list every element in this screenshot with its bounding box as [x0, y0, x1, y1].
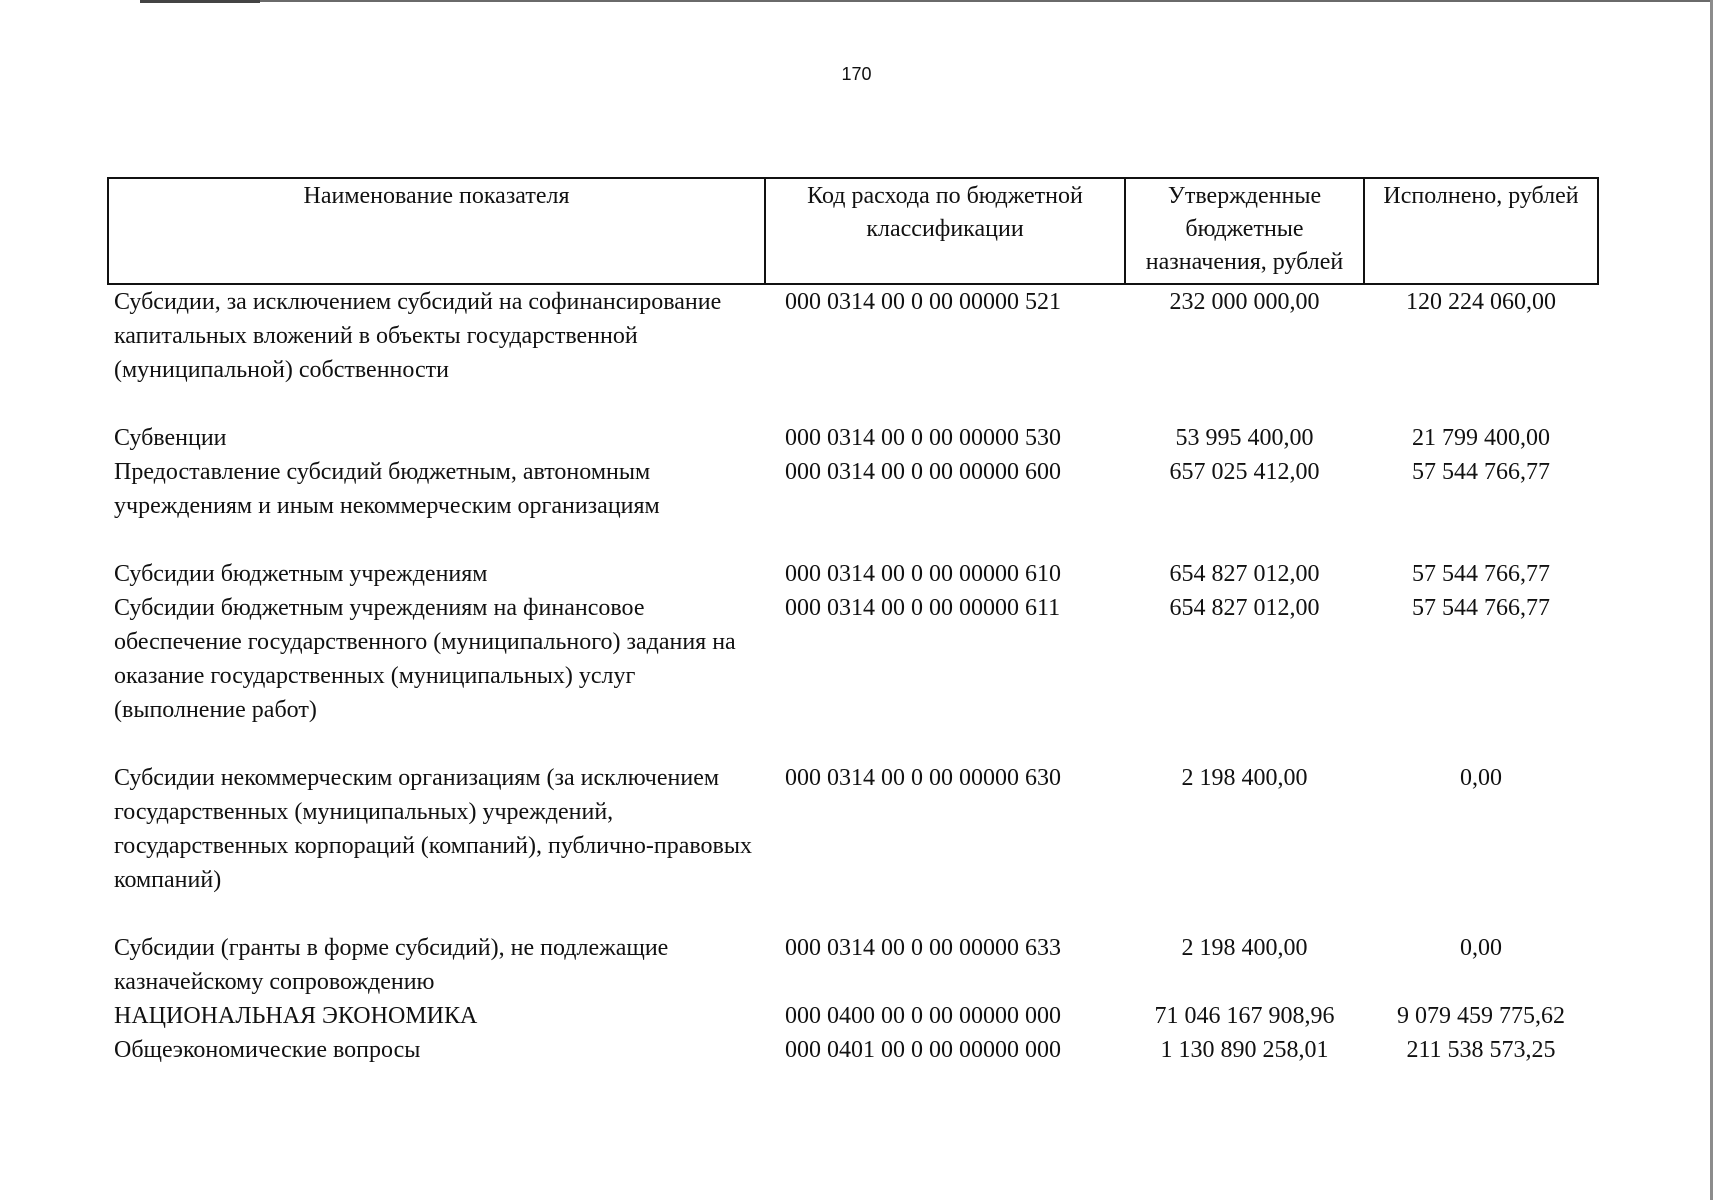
row-executed-amount: 57 544 766,77	[1412, 459, 1550, 485]
table-row	[108, 455, 1598, 557]
row-expense-code: 000 0314 00 0 00 00000 630	[785, 765, 1061, 791]
row-approved-amount: 53 995 400,00	[1175, 425, 1314, 451]
row-expense-code: 000 0314 00 0 00 00000 600	[785, 459, 1061, 485]
table-row	[108, 421, 1598, 455]
scan-edge-mark	[140, 0, 260, 3]
row-executed-amount: 57 544 766,77	[1412, 595, 1550, 621]
row-indicator-name: Субсидии бюджетным учреждениям на финансовое обеспечение государственного (муниципального) задания на оказание государственных (муниципальных) услуг (выполнение работ)	[114, 595, 736, 723]
row-indicator-name: Субсидии, за исключением субсидий на софинансирование капитальных вложений в объекты государственной (муниципальной) собственности	[114, 289, 722, 383]
header-indicator-name: Наименование показателя	[108, 178, 765, 284]
row-expense-code: 000 0314 00 0 00 00000 521	[785, 289, 1061, 315]
row-indicator-name: НАЦИОНАЛЬНАЯ ЭКОНОМИКА	[114, 1003, 478, 1029]
row-executed-amount: 211 538 573,25	[1406, 1037, 1556, 1063]
row-executed-amount: 0,00	[1460, 935, 1502, 961]
row-expense-code: 000 0314 00 0 00 00000 610	[785, 561, 1061, 587]
table-body	[108, 284, 1598, 1067]
table-row	[108, 284, 1598, 421]
table-row	[108, 761, 1598, 931]
table-row	[108, 591, 1598, 761]
table-row	[108, 1033, 1598, 1067]
table-row	[108, 557, 1598, 591]
row-indicator-name: Предоставление субсидий бюджетным, автономным учреждениям и иным некоммерческим организациям	[114, 459, 660, 519]
row-approved-amount: 1 130 890 258,01	[1160, 1037, 1329, 1063]
header-executed-amount: Исполнено, рублей	[1364, 178, 1598, 284]
row-approved-amount: 232 000 000,00	[1169, 289, 1320, 315]
row-approved-amount: 2 198 400,00	[1181, 765, 1308, 791]
row-expense-code: 000 0400 00 0 00 00000 000	[785, 1003, 1061, 1029]
table-row	[108, 999, 1598, 1033]
table-header-row	[108, 178, 1598, 284]
scan-edge-line	[140, 0, 1713, 2]
table-row	[108, 931, 1598, 999]
row-approved-amount: 2 198 400,00	[1181, 935, 1308, 961]
row-indicator-name: Общеэкономические вопросы	[114, 1037, 421, 1063]
row-executed-amount: 0,00	[1460, 765, 1502, 791]
row-approved-amount: 657 025 412,00	[1169, 459, 1320, 485]
page-number: 170	[841, 64, 872, 84]
row-expense-code: 000 0401 00 0 00 00000 000	[785, 1037, 1061, 1063]
row-executed-amount: 21 799 400,00	[1412, 425, 1550, 451]
row-expense-code: 000 0314 00 0 00 00000 633	[785, 935, 1061, 961]
row-executed-amount: 9 079 459 775,62	[1397, 1003, 1565, 1029]
row-executed-amount: 120 224 060,00	[1406, 289, 1556, 315]
row-executed-amount: 57 544 766,77	[1412, 561, 1550, 587]
table-header	[108, 178, 1598, 284]
row-expense-code: 000 0314 00 0 00 00000 530	[785, 425, 1061, 451]
row-indicator-name: Субсидии (гранты в форме субсидий), не подлежащие казначейскому сопровождению	[114, 935, 669, 995]
row-approved-amount: 654 827 012,00	[1169, 561, 1320, 587]
row-expense-code: 000 0314 00 0 00 00000 611	[785, 595, 1061, 621]
row-indicator-name: Субсидии бюджетным учреждениям	[114, 561, 488, 587]
header-approved-amount: Утвержденные бюджетные назначения, рублей	[1125, 178, 1364, 284]
row-indicator-name: Субсидии некоммерческим организациям (за исключением государственных (муниципальных) учреждений, государственных корпораций (компаний), публично-правовых компаний)	[114, 765, 752, 893]
budget-execution-table	[107, 177, 1599, 1067]
header-expense-code: Код расхода по бюджетной классификации	[765, 178, 1125, 284]
row-indicator-name: Субвенции	[114, 425, 227, 451]
row-approved-amount: 654 827 012,00	[1169, 595, 1320, 621]
row-approved-amount: 71 046 167 908,96	[1154, 1003, 1335, 1029]
